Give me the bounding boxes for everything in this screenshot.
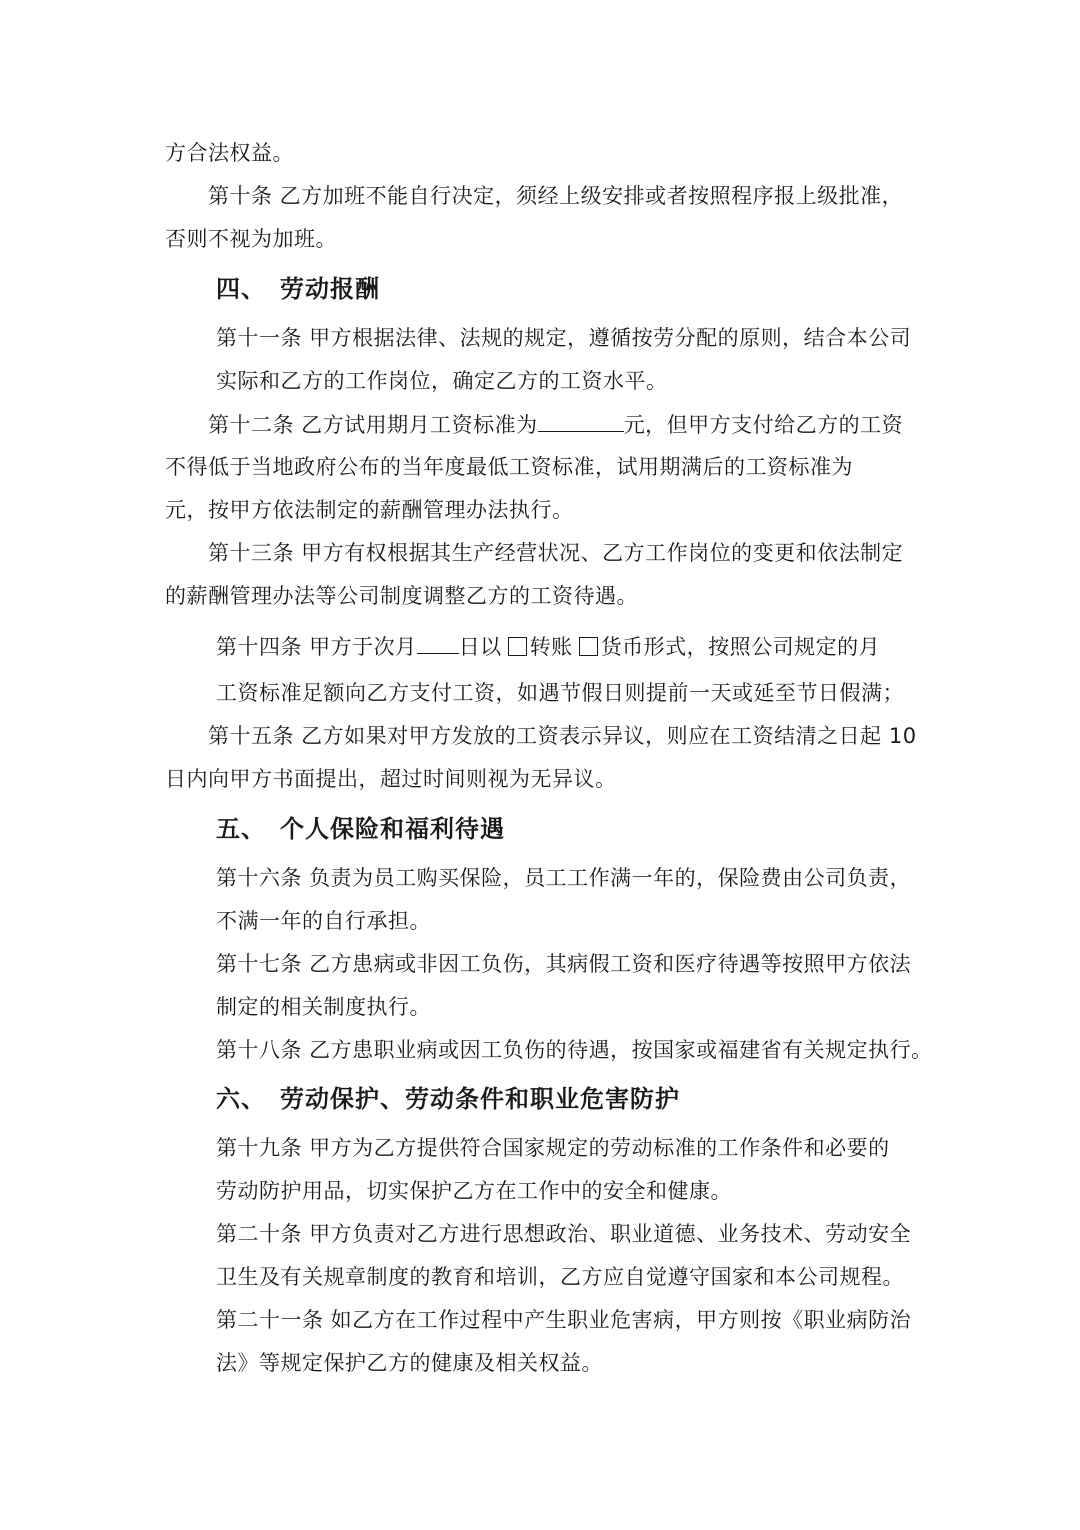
article-19-line-2: 劳动防护用品，切实保护乙方在工作中的安全和健康。 bbox=[216, 1179, 732, 1203]
article-17-line-1: 第十七条 乙方患病或非因工负伤，其病假工资和医疗待遇等按照甲方依法 bbox=[216, 952, 912, 976]
article-13-line-1: 第十三条 甲方有权根据其生产经营状况、乙方工作岗位的变更和依法制定 bbox=[208, 541, 904, 565]
section-5-number: 五、 bbox=[216, 815, 266, 843]
article-14-line-1-mid: 日以 bbox=[458, 635, 502, 659]
transfer-option-label: 转账 bbox=[529, 635, 573, 659]
article-14-line-1-start: 第十四条 甲方于次月 bbox=[216, 635, 417, 659]
article-16-line-2: 不满一年的自行承担。 bbox=[216, 909, 431, 933]
pay-day-blank bbox=[417, 631, 459, 654]
article-17-line-2: 制定的相关制度执行。 bbox=[216, 995, 431, 1019]
article-15-line-2: 日内向甲方书面提出，超过时间则视为无异议。 bbox=[165, 767, 617, 791]
transfer-checkbox[interactable] bbox=[508, 637, 527, 656]
section-4-title: 劳动报酬 bbox=[280, 275, 380, 303]
section-6-number: 六、 bbox=[216, 1085, 266, 1113]
probation-salary-blank bbox=[538, 409, 624, 432]
section-heading-6 bbox=[216, 1083, 680, 1115]
article-12-line-1-start: 第十二条 乙方试用期月工资标准为 bbox=[208, 413, 538, 437]
article-15-line-1: 第十五条 乙方如果对甲方发放的工资表示异议，则应在工资结清之日起 10 bbox=[208, 724, 917, 748]
section-heading-4 bbox=[216, 273, 380, 305]
section-4-number: 四、 bbox=[216, 275, 266, 303]
cash-option-label: 货币形式，按照公司规定的月 bbox=[600, 635, 881, 659]
article-20-line-1: 第二十条 甲方负责对乙方进行思想政治、职业道德、业务技术、劳动安全 bbox=[216, 1222, 912, 1246]
article-12-line-1 bbox=[208, 409, 903, 440]
article-21-line-1: 第二十一条 如乙方在工作过程中产生职业危害病，甲方则按《职业病防治 bbox=[216, 1308, 912, 1332]
cash-checkbox[interactable] bbox=[579, 637, 598, 656]
article-20-line-2: 卫生及有关规章制度的教育和培训，乙方应自觉遵守国家和本公司规程。 bbox=[216, 1265, 904, 1289]
article-19-line-1: 第十九条 甲方为乙方提供符合国家规定的劳动标准的工作条件和必要的 bbox=[216, 1136, 890, 1160]
article-11-line-2: 实际和乙方的工作岗位，确定乙方的工资水平。 bbox=[216, 369, 668, 393]
article-14-line-1 bbox=[216, 631, 880, 662]
section-5-title: 个人保险和福利待遇 bbox=[280, 815, 505, 843]
article-10-line-2: 否则不视为加班。 bbox=[165, 227, 337, 251]
intro-line: 方合法权益。 bbox=[165, 141, 294, 165]
article-21-line-2: 法》等规定保护乙方的健康及相关权益。 bbox=[216, 1351, 603, 1375]
section-6-title: 劳动保护、劳动条件和职业危害防护 bbox=[280, 1085, 680, 1113]
article-18-line-1: 第十八条 乙方患职业病或因工负伤的待遇，按国家或福建省有关规定执行。 bbox=[216, 1038, 933, 1062]
article-12-line-3: 元，按甲方依法制定的薪酬管理办法执行。 bbox=[165, 498, 574, 522]
article-10-line-1: 第十条 乙方加班不能自行决定，须经上级安排或者按照程序报上级批准， bbox=[208, 184, 904, 208]
section-heading-5 bbox=[216, 813, 505, 845]
article-16-line-1: 第十六条 负责为员工购买保险，员工工作满一年的，保险费由公司负责， bbox=[216, 866, 912, 890]
article-12-line-2: 不得低于当地政府公布的当年度最低工资标准，试用期满后的工资标准为 bbox=[165, 455, 853, 479]
article-13-line-2: 的薪酬管理办法等公司制度调整乙方的工资待遇。 bbox=[165, 584, 638, 608]
article-14-line-2: 工资标准足额向乙方支付工资，如遇节假日则提前一天或延至节日假满； bbox=[216, 681, 904, 705]
article-12-line-1-end: 元，但甲方支付给乙方的工资 bbox=[623, 413, 904, 437]
article-11-line-1: 第十一条 甲方根据法律、法规的规定，遵循按劳分配的原则，结合本公司 bbox=[216, 326, 912, 350]
